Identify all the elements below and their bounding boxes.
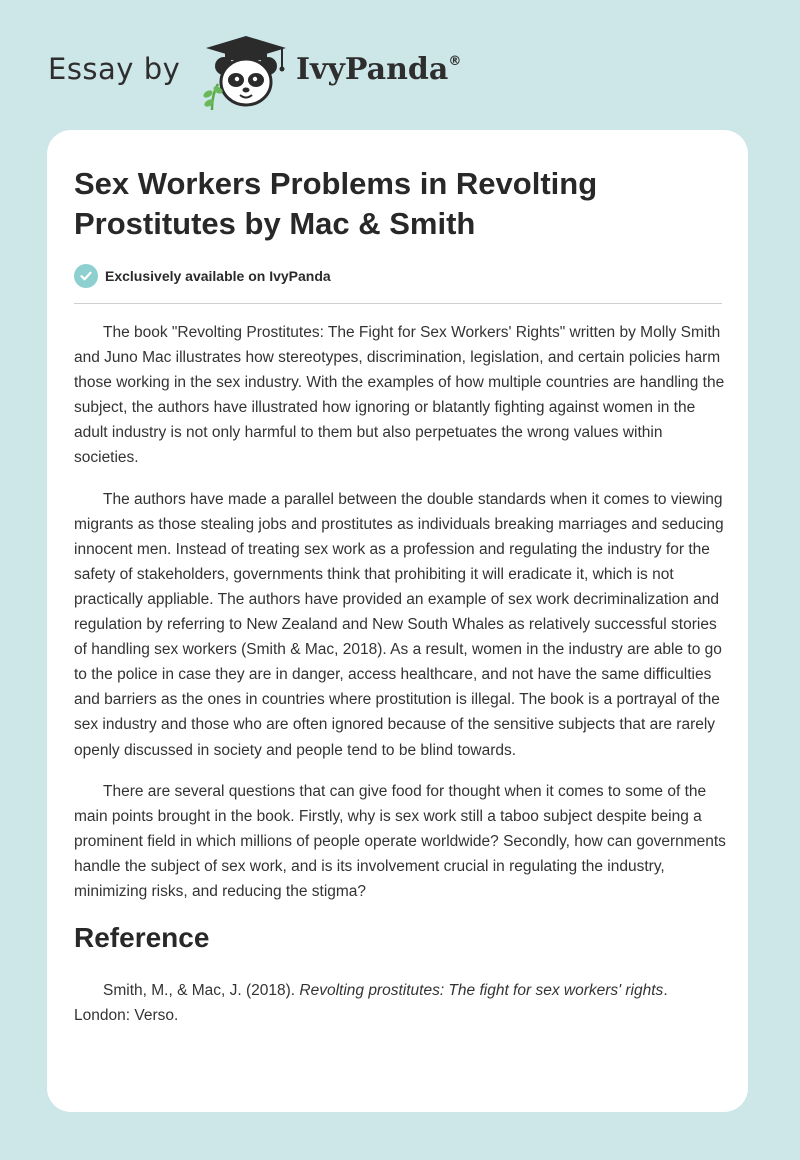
- check-circle-icon: [74, 264, 98, 288]
- title-divider: [74, 303, 722, 304]
- exclusive-badge: [74, 264, 331, 288]
- registered-mark: ®: [448, 54, 462, 69]
- essay-card: [47, 130, 748, 1112]
- essay-body: [74, 320, 726, 1044]
- exclusive-badge-label: Exclusively available on IvyPanda: [105, 268, 331, 284]
- reference-publisher: . London: Verso.: [74, 982, 668, 1025]
- site-header: [48, 30, 748, 110]
- paragraph-1: The book "Revolting Prostitutes: The Fight for Sex Workers' Rights" written by Molly Smith and Juno Mac illustrates how stereotypes, discrimination, legislation, and certain policies harm those working in the sex industry. With the examples of how multiple countries are handling the subject, the authors have illustrated how ignoring or blatantly fighting against women in the adult industry is not only harmful to them but also perpetuates the wrong values within societies.: [74, 324, 725, 467]
- brand-text: IvyPanda: [296, 52, 449, 87]
- paragraph-2: The authors have made a parallel between the double standards when it comes to viewing migrants as those stealing jobs and prostitutes as individuals breaking marriages and seducing innocent men. Instead of treating sex work as a profession and regulating the industry for the safety of stakeholders, governments think that prohibiting it will eradicate it, which is not practically appliable. The authors have provided an example of sex work decriminalization and regulation by referring to New Zealand and New South Whales as relatively successful stories of handling sex workers (Smith & Mac, 2018). As a result, women in the industry are able to go to the police in case they are in danger, access healthcare, and not have the same difficulties and barriers as the ones in countries where prostitution is illegal. The book is a portrayal of the sex industry and those who are often ignored because of the sensitive subjects that are rarely openly discussed in society and people tend to be blind towards.: [74, 490, 724, 759]
- panda-logo-icon[interactable]: [198, 34, 294, 110]
- reference-book-title: Revolting prostitutes: The fight for sex workers' rights: [299, 982, 664, 1000]
- reference-heading: Reference: [74, 922, 210, 954]
- brand-name[interactable]: [296, 52, 461, 87]
- essay-title: Sex Workers Problems in Revolting Prostitutes by Mac & Smith: [74, 166, 598, 241]
- reference-entry: [74, 978, 726, 1028]
- essay-by-label: Essay by: [48, 52, 181, 86]
- reference-authors: Smith, M., & Mac, J. (2018).: [103, 982, 300, 1000]
- paragraph-3: There are several questions that can give food for thought when it comes to some of the main points brought in the book. Firstly, why is sex work still a taboo subject despite being a prominent field in which millions of people operate worldwide? Secondly, how can governments handle the subject of sex work, and is its involvement crucial in regulating the industry, minimizing risks, and reducing the stigma?: [74, 782, 726, 900]
